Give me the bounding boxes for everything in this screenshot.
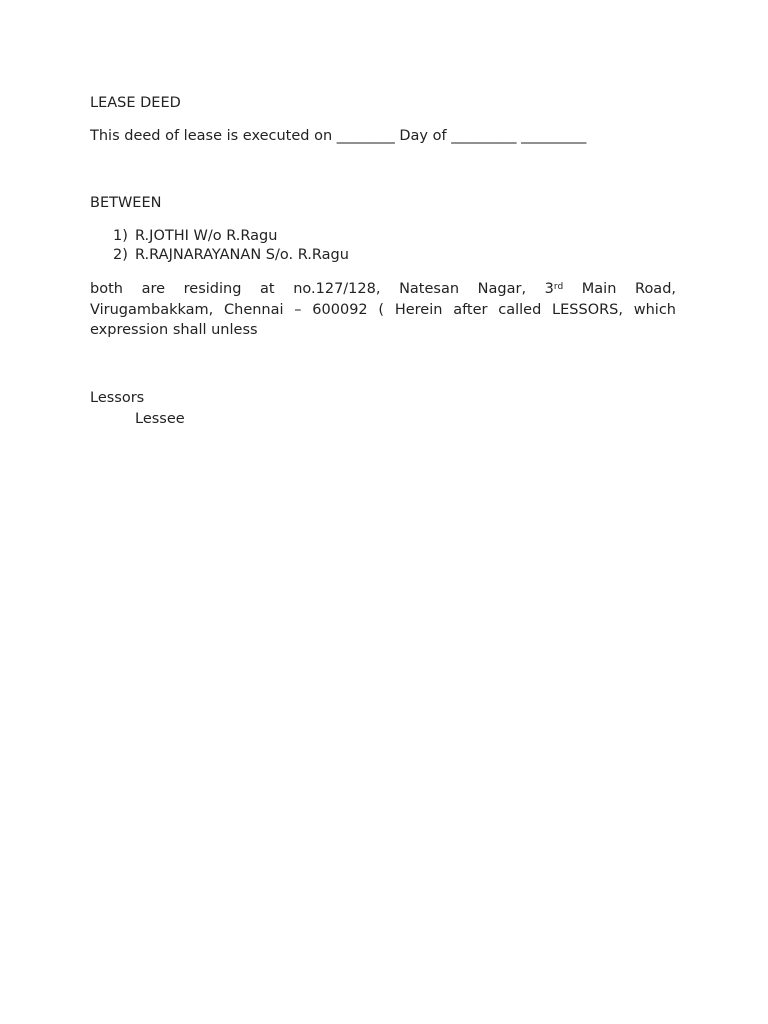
party-number: 2): [113, 247, 128, 263]
party-list-item: [113, 246, 349, 265]
document-title: LEASE DEED: [90, 95, 181, 111]
paragraph-line-2: Virugambakkam, Chennai – 600092 ( Herein after called LESSORS, which: [90, 301, 676, 318]
residence-paragraph: [90, 279, 676, 341]
party-name: R.JOTHI W/o R.Ragu: [135, 228, 278, 244]
between-heading: BETWEEN: [90, 195, 162, 211]
paragraph-line-1: [90, 279, 676, 300]
deed-execution-line: This deed of lease is executed on ________ Day of _________ _________: [90, 128, 587, 144]
paragraph-line-3: expression shall unless: [90, 322, 258, 338]
paragraph-text: Main Road,: [563, 281, 677, 297]
lessors-signature-label: Lessors: [90, 390, 145, 406]
party-name: R.RAJNARAYANAN S/o. R.Ragu: [135, 247, 349, 263]
ordinal-superscript: rd: [553, 282, 564, 292]
party-list-item: [113, 227, 277, 246]
party-number: 1): [113, 228, 128, 244]
paragraph-text: both are residing at no.127/128, Natesan Nagar, 3: [90, 281, 554, 297]
lessee-signature-label: Lessee: [135, 411, 185, 427]
